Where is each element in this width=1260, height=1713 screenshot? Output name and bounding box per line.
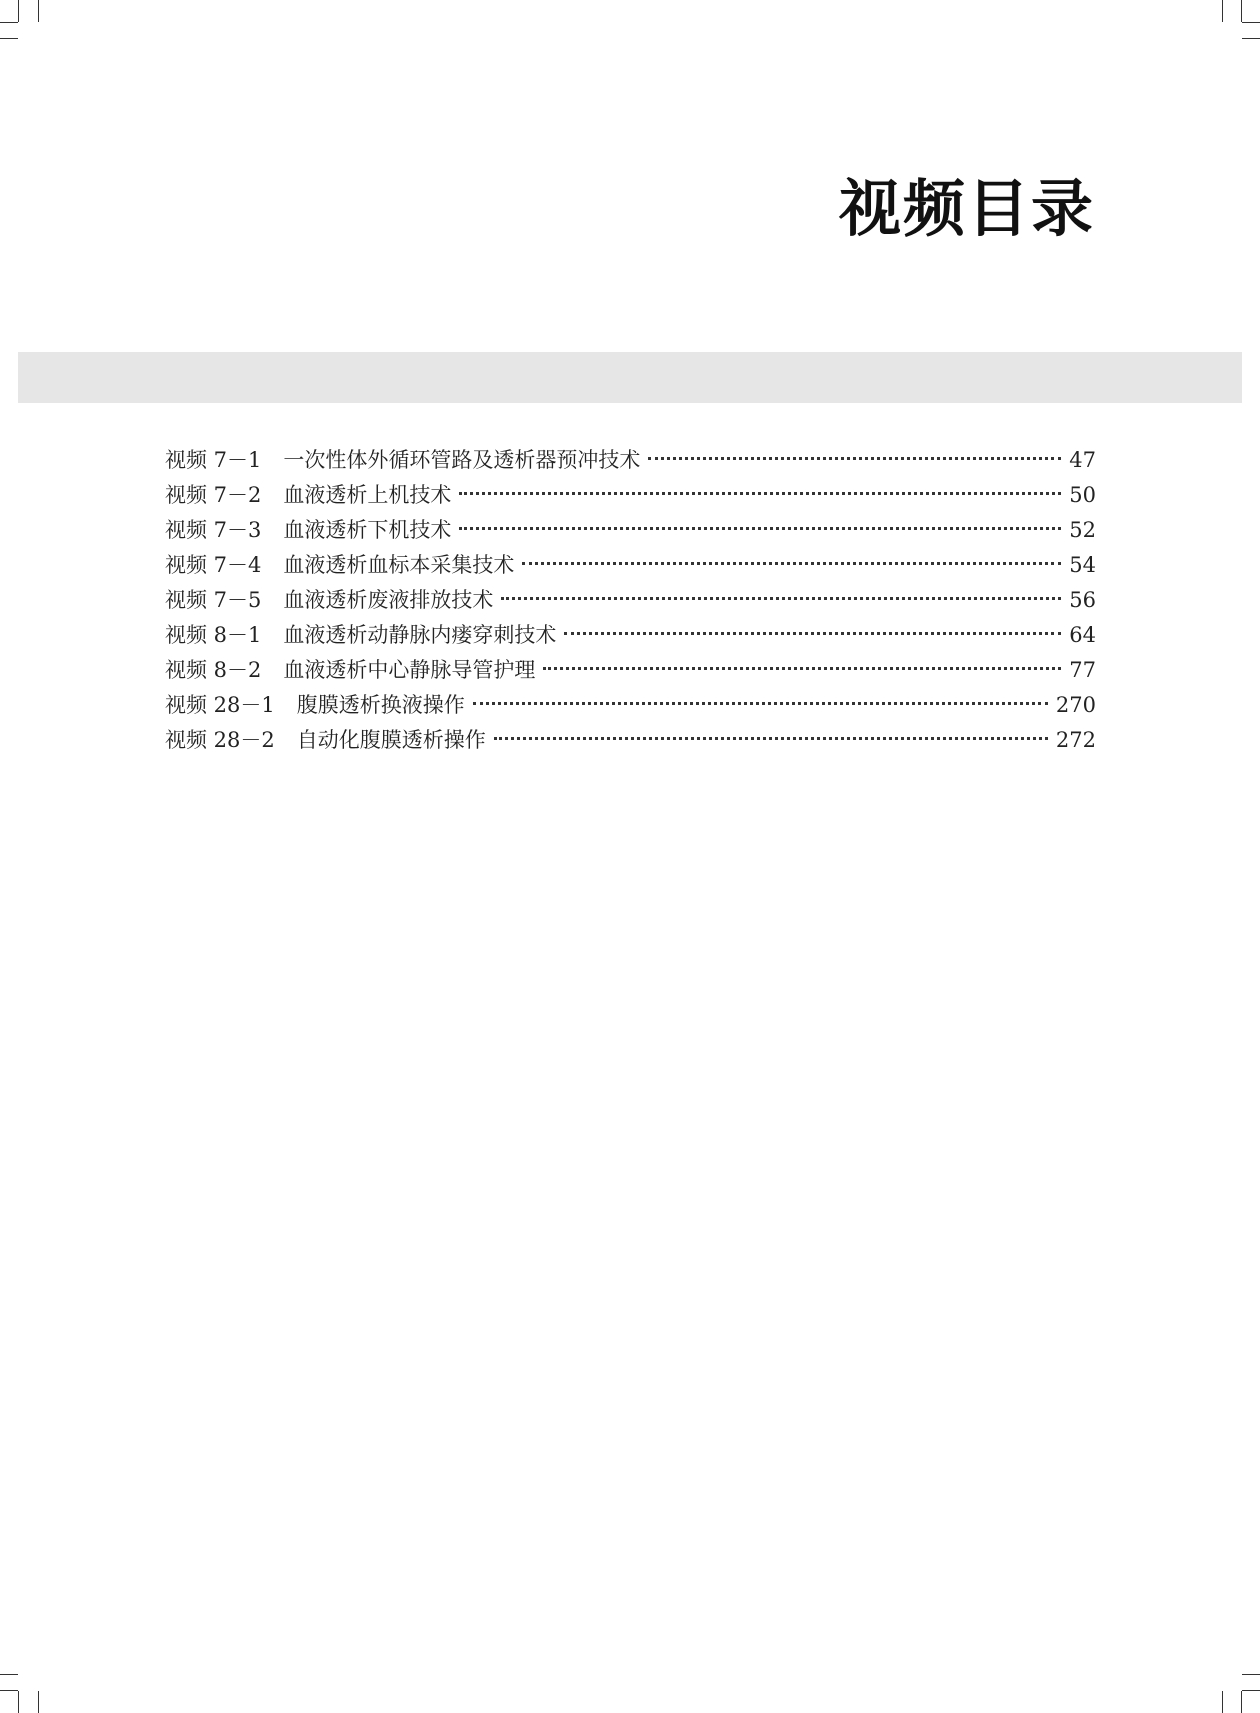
crop-mark-top-left-v xyxy=(18,0,19,22)
crop-mark-bottom-right-h xyxy=(1242,1690,1260,1691)
crop-mark-top-left-h xyxy=(0,22,18,23)
toc-entry-code: 视频 7－2 xyxy=(165,483,262,507)
toc-leader-dots xyxy=(494,737,1048,740)
toc-entry-title: 血液透析下机技术 xyxy=(283,518,452,542)
crop-mark-bottom-right-tick xyxy=(1222,1691,1223,1713)
toc-entry-code: 视频 28－2 xyxy=(165,728,275,752)
toc-entry[interactable] xyxy=(165,618,1096,653)
crop-mark-top-right-v xyxy=(1241,0,1242,22)
toc-leader-dots xyxy=(543,667,1061,670)
video-toc-list xyxy=(165,443,1096,758)
toc-entry-page: 272 xyxy=(1055,728,1096,752)
toc-entry-page: 50 xyxy=(1069,483,1096,507)
toc-leader-dots xyxy=(473,702,1048,705)
toc-entry-title: 血液透析中心静脉导管护理 xyxy=(283,658,536,682)
crop-mark-top-left-tick xyxy=(38,0,39,22)
toc-entry-code: 视频 8－1 xyxy=(165,623,262,647)
toc-leader-dots xyxy=(501,597,1061,600)
toc-entry[interactable] xyxy=(165,723,1096,758)
toc-entry-code: 视频 28－1 xyxy=(165,693,275,717)
toc-entry[interactable] xyxy=(165,443,1096,478)
header-band xyxy=(18,352,1242,403)
toc-entry-title: 血液透析废液排放技术 xyxy=(283,588,494,612)
toc-entry-page: 52 xyxy=(1069,518,1096,542)
toc-entry-page: 56 xyxy=(1069,588,1096,612)
toc-entry-page: 270 xyxy=(1055,693,1096,717)
toc-entry-page: 47 xyxy=(1069,448,1096,472)
crop-mark-bottom-right-h2 xyxy=(1242,1674,1260,1675)
toc-entry-title: 血液透析上机技术 xyxy=(283,483,452,507)
toc-entry[interactable] xyxy=(165,513,1096,548)
toc-entry[interactable] xyxy=(165,583,1096,618)
crop-mark-bottom-left-h2 xyxy=(0,1674,18,1675)
toc-entry-page: 64 xyxy=(1069,623,1096,647)
toc-entry-code: 视频 7－5 xyxy=(165,588,262,612)
crop-mark-top-right-h xyxy=(1242,22,1260,23)
crop-mark-top-left-h2 xyxy=(0,38,18,39)
crop-mark-bottom-right-v xyxy=(1241,1691,1242,1713)
toc-entry-code: 视频 7－4 xyxy=(165,553,262,577)
toc-leader-dots xyxy=(522,562,1061,565)
toc-leader-dots xyxy=(648,457,1061,460)
toc-entry-code: 视频 7－1 xyxy=(165,448,262,472)
crop-mark-top-right-tick xyxy=(1222,0,1223,22)
toc-entry-code: 视频 8－2 xyxy=(165,658,262,682)
crop-mark-bottom-left-h xyxy=(0,1690,18,1691)
toc-leader-dots xyxy=(564,632,1061,635)
toc-entry-title: 一次性体外循环管路及透析器预冲技术 xyxy=(283,448,641,472)
toc-entry-code: 视频 7－3 xyxy=(165,518,262,542)
toc-entry[interactable] xyxy=(165,478,1096,513)
toc-entry[interactable] xyxy=(165,548,1096,583)
crop-mark-bottom-left-tick xyxy=(38,1691,39,1713)
crop-mark-top-right-h2 xyxy=(1242,38,1260,39)
toc-entry-title: 自动化腹膜透析操作 xyxy=(296,728,486,752)
toc-entry[interactable] xyxy=(165,688,1096,723)
crop-mark-bottom-left-v xyxy=(18,1691,19,1713)
toc-entry-page: 77 xyxy=(1069,658,1096,682)
toc-entry-title: 腹膜透析换液操作 xyxy=(296,693,465,717)
toc-leader-dots xyxy=(459,492,1061,495)
toc-leader-dots xyxy=(459,527,1061,530)
toc-entry-title: 血液透析血标本采集技术 xyxy=(283,553,515,577)
toc-entry[interactable] xyxy=(165,653,1096,688)
page-title: 视频目录 xyxy=(838,172,1095,245)
toc-entry-page: 54 xyxy=(1069,553,1096,577)
toc-entry-title: 血液透析动静脉内瘘穿刺技术 xyxy=(283,623,557,647)
